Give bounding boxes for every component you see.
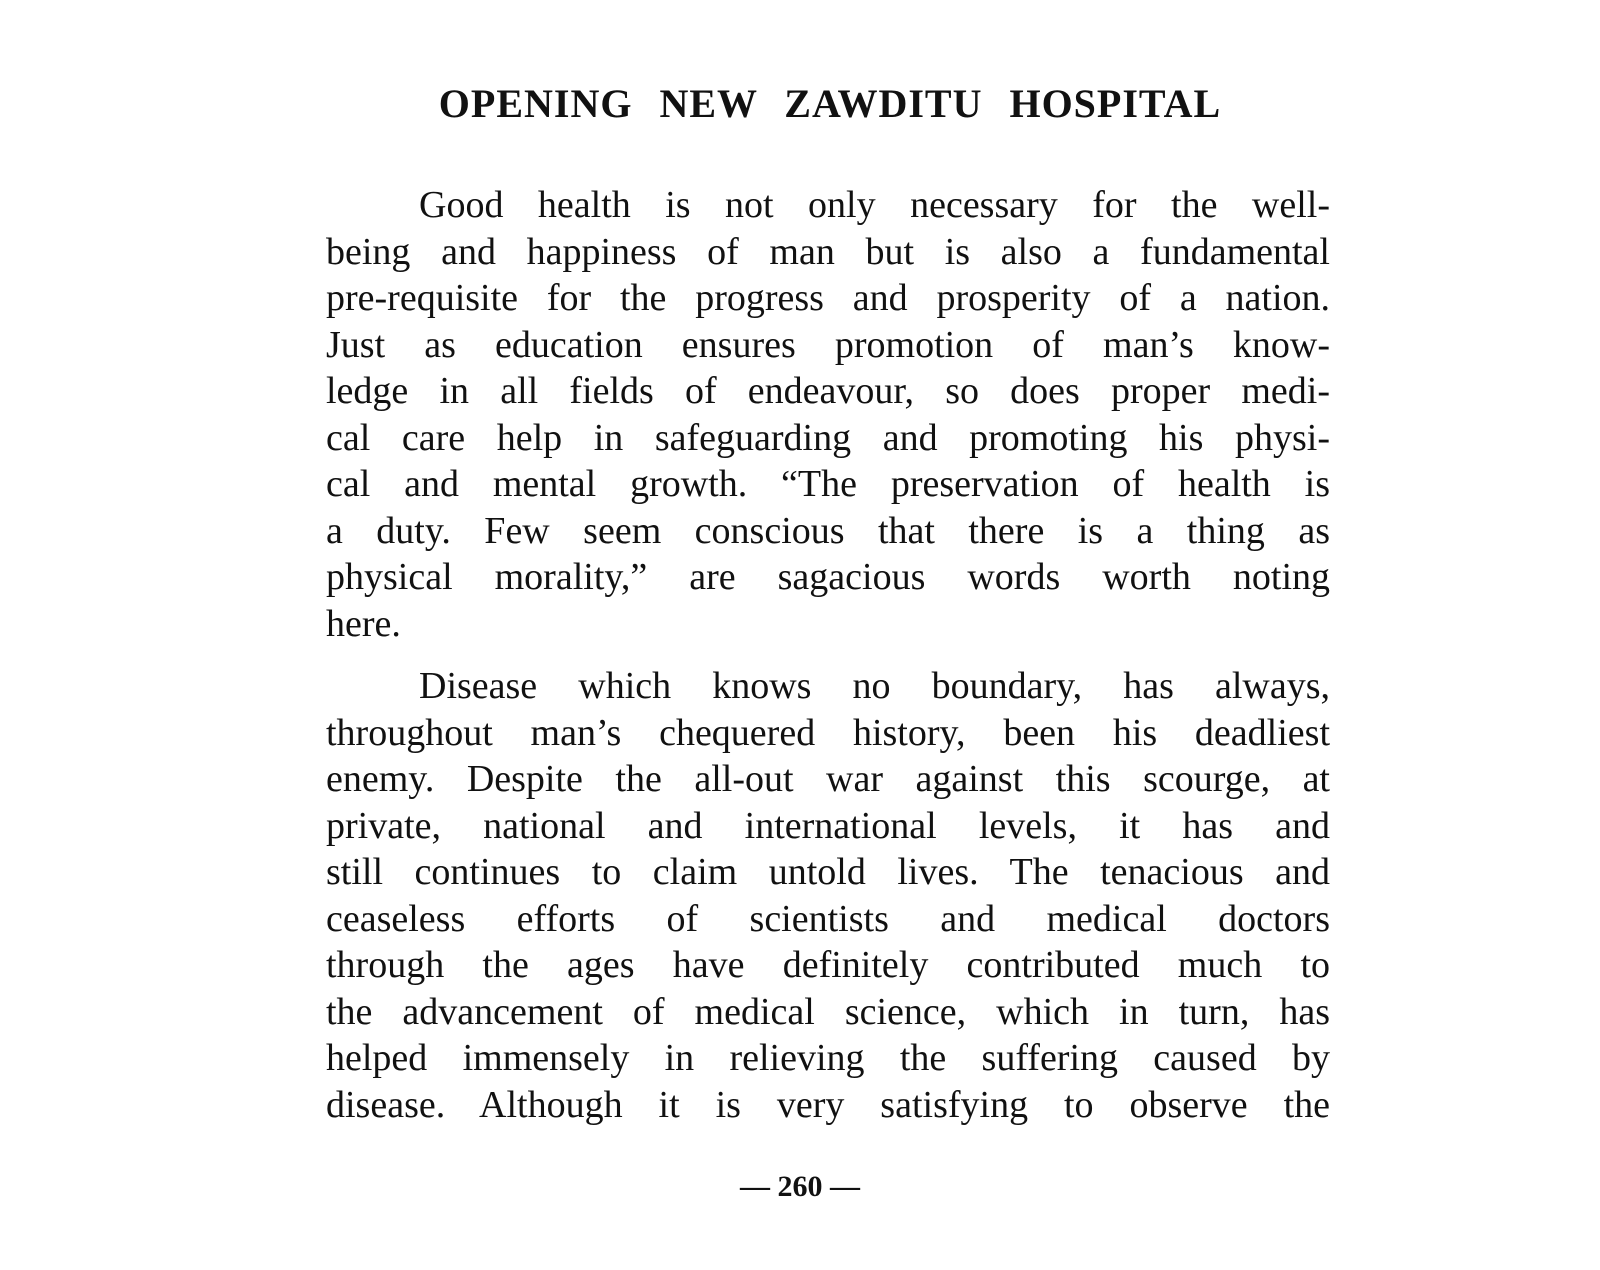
text-line: through the ages have definitely contributed much to bbox=[326, 944, 1330, 986]
text-line: cal care help in safeguarding and promoting his physi- bbox=[326, 416, 1330, 459]
text-line: helped immensely in relieving the suffering caused by bbox=[326, 1037, 1330, 1079]
text-line: Just as education ensures promotion of man’s know- bbox=[326, 323, 1330, 366]
text-line: cal and mental growth. “The preservation of health is bbox=[326, 463, 1330, 505]
text-line: ceaseless efforts of scientists and medical doctors bbox=[326, 897, 1330, 940]
text-line: a duty. Few seem conscious that there is a thing as bbox=[326, 509, 1330, 552]
text-line: Disease which knows no boundary, has always, bbox=[419, 665, 1330, 707]
text-line: Good health is not only necessary for the well- bbox=[419, 184, 1330, 226]
text-line: still continues to claim untold lives. The tenacious and bbox=[326, 851, 1330, 893]
text-line: private, national and international levels, it has and bbox=[326, 804, 1330, 847]
page-title: OPENING NEW ZAWDITU HOSPITAL bbox=[438, 81, 1222, 126]
text-line: throughout man’s chequered history, been his deadliest bbox=[326, 711, 1330, 754]
paragraph-1 bbox=[326, 182, 1330, 647]
text-line: pre-requisite for the progress and prosperity of a nation. bbox=[326, 277, 1330, 319]
text-line: being and happiness of man but is also a fundamental bbox=[326, 230, 1330, 273]
text-line: physical morality,” are sagacious words worth noting bbox=[326, 556, 1330, 598]
text-line: disease. Although it is very satisfying to observe the bbox=[326, 1083, 1330, 1126]
text-line: the advancement of medical science, which in turn, has bbox=[326, 990, 1330, 1033]
text-line: here. bbox=[326, 602, 401, 645]
text-line: ledge in all fields of endeavour, so does proper medi- bbox=[326, 370, 1330, 412]
paragraph-2 bbox=[326, 663, 1330, 1128]
text-line: enemy. Despite the all-out war against this scourge, at bbox=[326, 758, 1330, 800]
page-number: — 260 — bbox=[740, 1170, 860, 1203]
